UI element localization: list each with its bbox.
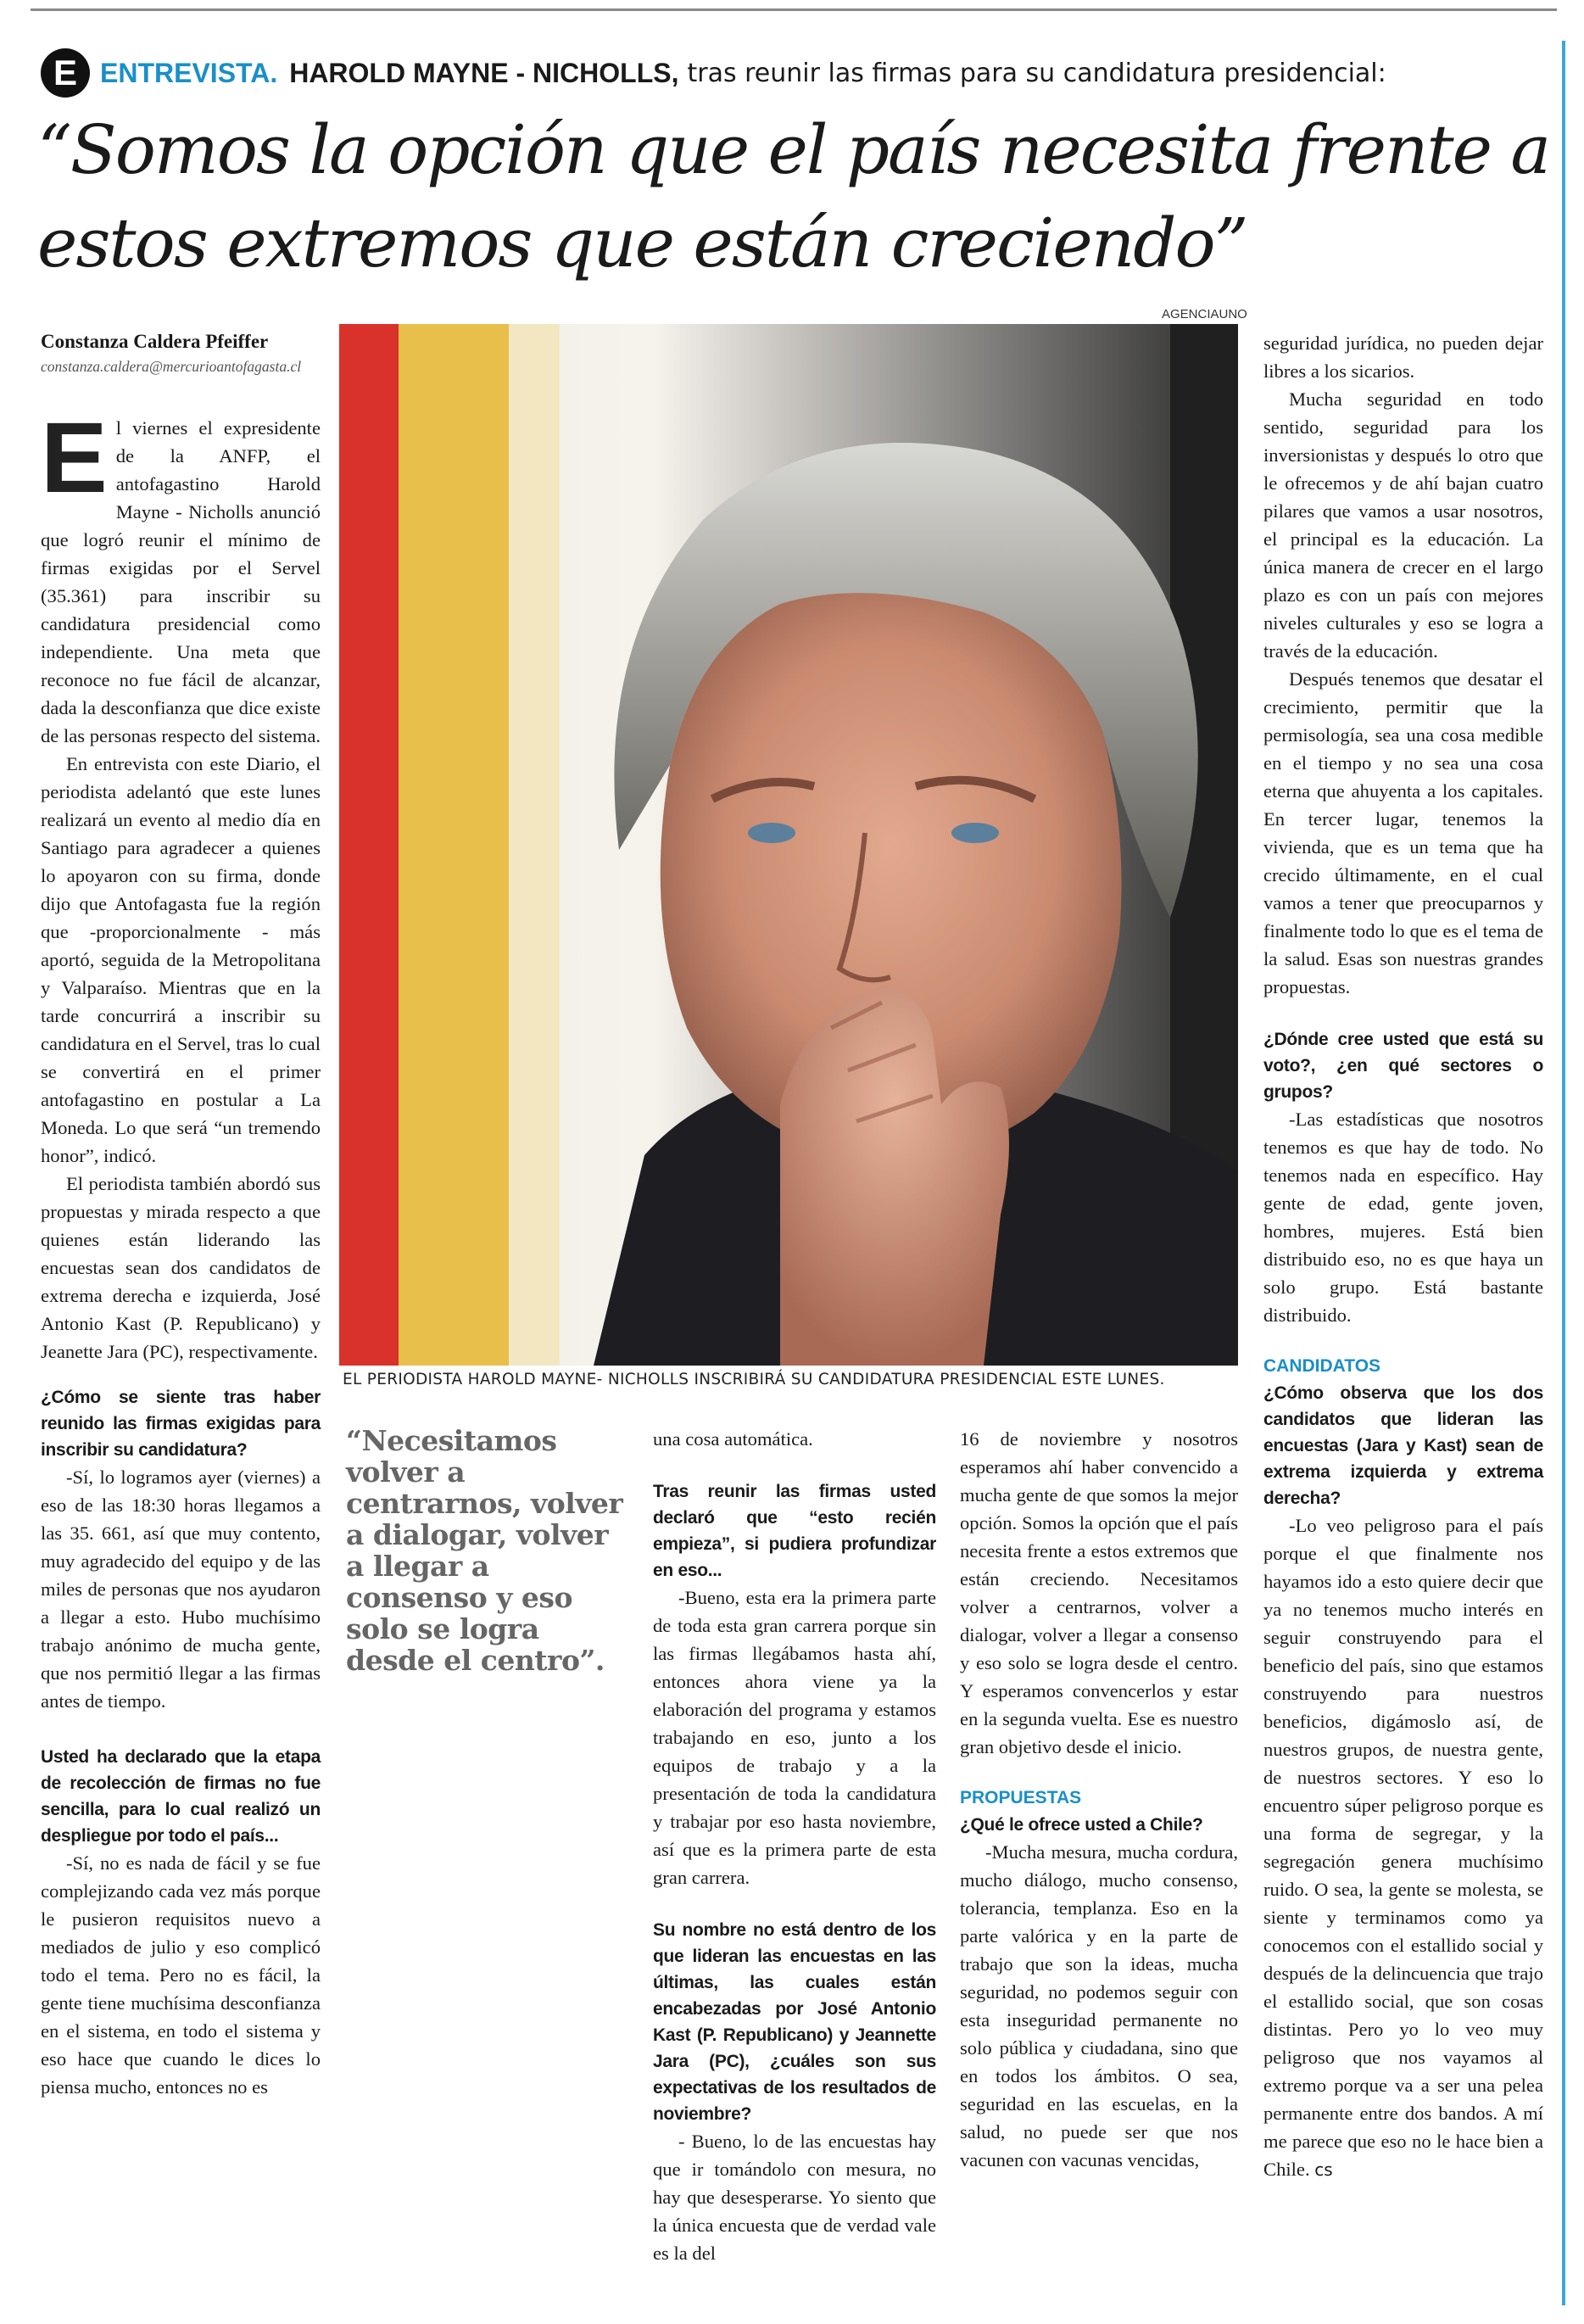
column-1	[41, 329, 321, 2101]
column-2	[653, 1425, 936, 2267]
portrait-illustration	[339, 324, 1238, 1366]
section-label: ENTREVISTA.	[100, 57, 278, 88]
answer: -Mucha mesura, mucha cordura, mucho diálogo, mucho consenso, tolerancia, templanza. Eso en la parte valórica y en la parte de trabajo que son la ideas, mucha seguridad, no podemos seguir con esta inseguridad permanente no solo pública y ciudadana, sino que en todos los ámbitos. O sea, seguridad en las escuelas, en la salud, no puede ser que nos vacunen con vacunas vencidas,	[960, 1841, 1238, 2170]
answer: - Bueno, lo de las encuestas hay que ir tomándolo con mesura, no hay que desesperarse. Yo siento que la única encuesta que de verdad vale es la del	[653, 2131, 936, 2264]
pull-quote: “Necesitamos volver a centrarnos, volver a dialogar, volver a llegar a consenso y eso solo se logra desde el centro”.	[346, 1424, 623, 1677]
paragraph: En entrevista con este Diario, el periodista adelantó que este lunes realizará un evento al medio día en Santiago para agradecer a quienes lo apoyaron con su firma, donde dijo que Antofagasta fue la región que -proporcionalmente - más aportó, seguida de la Metropolitana y Valparaíso. Mientras que en la tarde concurrirá a inscribir su candidatura en el Servel, tras lo cual se convertirá en el primer antofagastino en postular a La Moneda. Lo que será “un tremendo honor”, indicó.	[41, 753, 321, 1166]
answer-continued: seguridad jurídica, no pueden dejar libres a los sicarios.	[1263, 332, 1543, 382]
paragraph: El periodista también abordó sus propuestas y mirada respecto a que quienes están liderando las encuestas sean dos candidatos de extrema derecha e izquierda, José Antonio Kast (P. Republicano) y Jeanette Jara (PC), respectivamente.	[41, 1173, 321, 1362]
question: ¿Cómo se siente tras haber reunido las firmas exigidas para inscribir su candidatura?	[41, 1388, 321, 1460]
headline	[37, 103, 1555, 290]
accent-side-bar	[1562, 41, 1565, 2305]
question: ¿Cómo observa que los dos candidatos que lideran las encuestas (Jara y Kast) sean de extrema izquierda y extrema derecha?	[1263, 1383, 1543, 1508]
paragraph: Después tenemos que desatar el crecimiento, permitir que la permisología, sea una cosa medible en el tiempo y no sea una cosa eterna que ahuyenta a los capitales. En tercer lugar, tenemos la vivienda, que es un tema que ha crecido últimamente, en el cual vamos a tener que preocuparnos y finalmente todo lo que es el tema de la salud. Esas son nuestras grandes propuestas.	[1263, 668, 1543, 997]
paragraph: Mucha seguridad en todo sentido, seguridad para los inversionistas y después lo otro que le ofrecemos y de ahí bajan cuatro pilares que vamos a usar nosotros, el principal es la educación. La única manera de crecer en el largo plazo es con un país con mejores niveles culturales y eso se logra a través de la educación.	[1263, 388, 1543, 662]
kicker-text: tras reunir las firmas para su candidatura presidencial:	[687, 58, 1386, 88]
column-4	[1263, 329, 1543, 2184]
drop-cap: E	[41, 402, 108, 514]
answer-continued: 16 de noviembre y nosotros esperamos ahí haber convencido a mucha gente de que somos la mejor opción. Somos la opción que el país necesita frente a estos extremos que están creciendo. Necesitamos volver a centrarnos, volver a dialogar, volver a llegar a consenso y eso solo se logra desde el centro. Y esperamos convencerlos y estar en la segunda vuelta. Ese es nuestro gran objetivo desde el inicio.	[960, 1428, 1238, 1757]
answer: -Sí, no es nada de fácil y se fue complejizando cada vez más porque le pusieron requisitos nuevo a mediados de julio y eso complicó todo el tema. Pero no es fácil, la gente tiene muchísima desconfianza en el sistema, en todo el sistema y eso hace que cuando le dices lo piensa mucho, entonces no es	[41, 1852, 321, 2098]
column-3	[960, 1425, 1238, 2174]
lead-paragraph: El viernes el expresidente de la ANFP, el antofagastino Harold Mayne - Nicholls anunció que logró reunir el mínimo de firmas exigidas por el Servel (35.361) para inscribir su candidatura presidencial como independiente. Una meta que reconoce no fue fácil de alcanzar, dada la desconfianza que dice existe de las personas respecto del sistema.	[41, 402, 321, 746]
question: Usted ha declarado que la etapa de recolección de firmas no fue sencilla, para lo cual realizó un despliegue por todo el país...	[41, 1747, 321, 1846]
interviewee-name: HAROLD MAYNE - NICHOLLS,	[289, 57, 679, 88]
section-badge-icon: E	[41, 48, 90, 98]
answer: -Sí, lo logramos ayer (viernes) a eso de las 18:30 horas llegamos a las 35. 661, así que muy contento, muy agradecido del equipo y de las miles de personas que nos ayudaron a llegar a esto. Hubo muchísimo trabajo anónimo de mucha gente, que nos permitió llegar a las firmas antes de tiempo.	[41, 1466, 321, 1712]
photo-credit: AGENCIAUNO	[1162, 307, 1247, 321]
top-rule	[31, 8, 1557, 11]
answer: -Las estadísticas que nosotros tenemos es que hay de todo. No tenemos nada en específico. Hay gente de edad, gente joven, hombres, mujeres. Está bien distribuido eso, no es que haya un solo grupo. Está bastante distribuido.	[1263, 1109, 1543, 1326]
end-mark-icon: cs	[1314, 2159, 1333, 2180]
headline-line-2: estos extremos que están creciendo”	[37, 204, 1247, 282]
author-name: Constanza Caldera Pfeiffer	[41, 331, 269, 352]
question: ¿Qué le ofrece usted a Chile?	[960, 1815, 1203, 1835]
answer: -Lo veo peligroso para el país porque el que finalmente nos hayamos ido a esto quiere decir que ya no tenemos mucho interés en seguir construyendo para el beneficio del país, sino que estamos construyendo para nuestros beneficios, digámoslo así, de nuestros grupos, de nuestra gente, de nuestros sectores. Y eso lo encuentro súper peligroso porque es una forma de segregar, y la segregación genera muchísimo ruido. O sea, la gente se molesta, se siente y terminamos como ya conocemos con el estallido social y después de la delincuencia que trajo el estallido social, que son cosas distintas. Pero yo lo veo muy peligroso que nos vayamos al extremo porque va a ser una pelea permanente entre dos bandos. A mí me parece que eso no le hace bien a Chile. cs	[1263, 1515, 1543, 2180]
headline-line-1: “Somos la opción que el país necesita frente a	[37, 110, 1550, 189]
answer-continued: una cosa automática.	[653, 1428, 813, 1450]
photo-caption: EL PERIODISTA HAROLD MAYNE- NICHOLLS INSCRIBIRÁ SU CANDIDATURA PRESIDENCIAL ESTE LUNES.	[343, 1371, 1165, 1388]
question: Tras reunir las firmas usted declaró que “esto recién empieza”, si pudiera profundizar en eso...	[653, 1482, 936, 1580]
portrait-photo	[339, 324, 1238, 1366]
subheading-candidatos: CANDIDATOS	[1263, 1356, 1381, 1376]
author-email: constanza.caldera@mercurioantofagasta.cl	[41, 358, 302, 375]
subheading-propuestas: PROPUESTAS	[960, 1788, 1082, 1807]
answer: -Bueno, esta era la primera parte de toda esta gran carrera porque sin las firmas llegábamos hasta ahí, entonces ahora viene ya la elaboración del programa y estamos trabajando en eso, junto a los equipos de trabajo y a la presentación de toda la candidatura y trabajar por eso hasta noviembre, así que es la primera parte de esta gran carrera.	[653, 1587, 936, 1888]
question: Su nombre no está dentro de los que lideran las encuestas en las últimas, las cuales están encabezadas por José Antonio Kast (P. Republicano) y Jeannette Jara (PC), ¿cuáles son sus expectativas de los resultados de noviembre?	[653, 1920, 936, 2124]
question: ¿Dónde cree usted que está su voto?, ¿en qué sectores o grupos?	[1263, 1030, 1543, 1102]
kicker	[41, 47, 1386, 98]
